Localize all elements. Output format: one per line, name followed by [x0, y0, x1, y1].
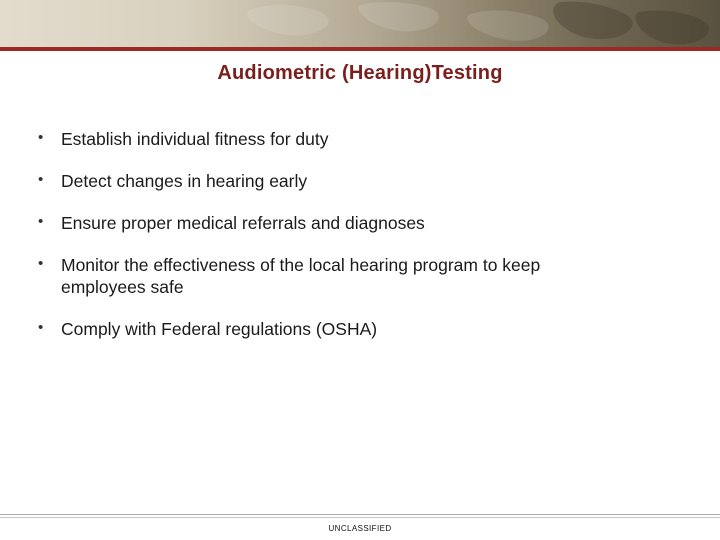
header-rule — [0, 47, 720, 51]
bullet-text: Establish individual fitness for duty — [61, 129, 329, 149]
bullet-text: Monitor the effectiveness of the local hearing program to keep — [61, 255, 541, 275]
bullet-dot-icon: • — [38, 319, 44, 336]
header-banner — [0, 0, 720, 47]
bullet-text: Detect changes in hearing early — [61, 171, 308, 191]
footer-rule-top — [0, 514, 720, 515]
classification-footer: UNCLASSIFIED — [328, 524, 392, 533]
bullet-item — [38, 318, 678, 340]
world-map-icon — [0, 0, 720, 47]
bullet-dot-icon: • — [38, 129, 44, 146]
bullet-item — [38, 212, 678, 234]
bullet-item — [38, 170, 678, 192]
bullet-dot-icon: • — [38, 255, 44, 272]
bullet-item — [38, 128, 678, 150]
slide-title: Audiometric (Hearing)Testing — [217, 62, 503, 84]
bullet-text: Ensure proper medical referrals and diagnoses — [61, 213, 425, 233]
footer-rule-bottom — [0, 517, 720, 518]
bullet-list — [38, 128, 678, 360]
bullet-dot-icon: • — [38, 213, 44, 230]
bullet-item — [38, 254, 678, 298]
bullet-text: Comply with Federal regulations (OSHA) — [61, 319, 378, 339]
bullet-dot-icon: • — [38, 171, 44, 188]
bullet-text-continuation: employees safe — [61, 277, 184, 297]
